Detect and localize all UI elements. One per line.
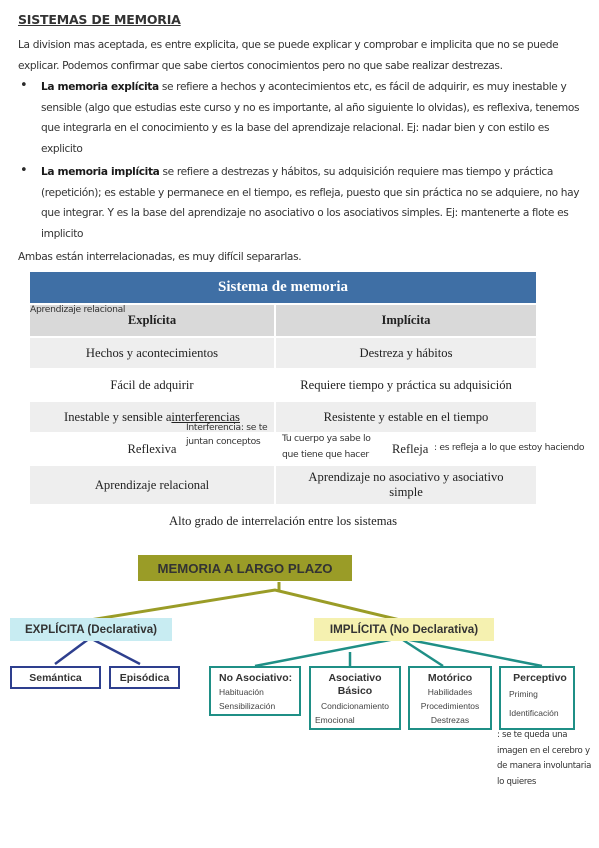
asociativo-title: Asociativo Básico: [328, 672, 382, 697]
no-asociativo-title: No Asociativo:: [219, 672, 293, 684]
episodica-label: Episódica: [119, 671, 170, 684]
no-asociativo-node: [209, 666, 301, 716]
table-cell: Aprendizaje no asociativo y asociativo simple: [276, 466, 536, 504]
table-row: [30, 370, 536, 400]
table-cell: Reflexiva: [127, 441, 177, 456]
cell-underlined: interferencias: [171, 409, 240, 424]
closing-line: Ambas están interrelacionadas, es muy difícil separarlas.: [18, 251, 302, 263]
table-header: Sistema de memoria: [30, 272, 536, 303]
table-cell: Resistente y estable en el tiempo: [276, 402, 536, 432]
node-item: Destrezas: [430, 715, 470, 725]
node-item: Priming: [509, 689, 538, 699]
bullet-marker: •: [20, 163, 28, 178]
motorico-title: Motórico: [427, 672, 473, 684]
root-node: [138, 555, 352, 581]
semantica-label: Semántica: [29, 671, 82, 684]
table-row: [30, 338, 536, 368]
episodica-node: [109, 666, 180, 689]
intro-paragraph: La division mas aceptada, es entre explicita, que se puede explicar y comprobar e implicita que no se puede explicar. Podemos confirmar que sabe ciertos conocimientos pero no que sabe realizar destrezas.: [18, 39, 559, 72]
annotation-aprendizaje: Aprendizaje relacional: [30, 304, 126, 315]
node-item: Habituación: [219, 687, 264, 697]
table-row: [30, 466, 536, 504]
implicit-bullet: [41, 162, 589, 245]
table-row: [30, 402, 536, 432]
implicit-term: La memoria implícita: [41, 166, 160, 178]
node-item: Procedimientos: [420, 701, 480, 711]
asociativo-node: [309, 666, 401, 730]
perceptivo-title: Perceptivo: [513, 672, 567, 684]
explicit-term: La memoria explícita: [41, 81, 159, 93]
table-cell: Hechos y acontecimientos: [30, 338, 274, 368]
root-label: MEMORIA A LARGO PLAZO: [157, 560, 333, 576]
implicit-node: [314, 618, 494, 641]
node-item: Emocional: [315, 715, 355, 725]
table-cell: Fácil de adquirir: [110, 377, 194, 392]
explicit-description: se refiere a hechos y acontecimientos etc, es fácil de adquirir, es muy inestable y sensible (algo que estudias este curso y no es importante, al año siguiente lo olvidas), es reflexiva, tenemos que integrarla en el conocimiento y es la base del aprendizaje relacional. Ej: nadar bien y con estilo es explicito: [41, 81, 580, 156]
page-title: SISTEMAS DE MEMORIA: [18, 12, 181, 27]
annotation-refleja: : es refleja a lo que estoy haciendo: [434, 442, 585, 453]
table-footer: Alto grado de interrelación entre los sistemas: [168, 513, 398, 528]
col-implicit: Implícita: [276, 305, 536, 336]
table-row: [30, 506, 536, 536]
annotation-perceptivo: : se te queda una imagen en el cerebro y de manera involuntaria lo quieres: [497, 730, 592, 787]
semantica-node: [10, 666, 101, 689]
node-item: Habilidades: [427, 687, 473, 697]
annotation-interferencia: Interferencia: se te juntan conceptos: [186, 422, 268, 447]
table-cell: Requiere tiempo y práctica su adquisición: [300, 377, 512, 392]
explicit-node: [10, 618, 172, 641]
table-cell: Refleja: [392, 441, 429, 456]
implicit-description: se refiere a destrezas y hábitos, su adquisición requiere mas tiempo y práctica (repetición); es estable y permanece en el tiempo, es refleja, puesto que sin práctica no se adquiere, no hay que integrar. Y es la base del aprendizaje no asociativo o los asociativos simples. Ej: mantenerte a flote es implicito: [41, 166, 580, 241]
node-item: Condicionamiento: [320, 701, 390, 711]
implicit-label: IMPLÍCITA (No Declarativa): [329, 623, 479, 636]
table-cell: Destreza y hábitos: [276, 338, 536, 368]
perceptivo-node: [499, 666, 575, 730]
cell-text: Inestable y sensible a: [64, 409, 172, 424]
memory-table: [30, 272, 585, 536]
table-cell: Aprendizaje relacional: [30, 466, 274, 504]
explicit-bullet: [41, 77, 589, 160]
explicit-label: EXPLÍCITA (Declarativa): [24, 623, 158, 636]
motorico-node: [408, 666, 492, 730]
col-explicit: Explícita: [30, 305, 274, 336]
node-item: Sensibilización: [219, 701, 276, 711]
annotation-cuerpo: Tu cuerpo ya sabe lo que tiene que hacer: [282, 433, 371, 460]
bullet-marker: •: [20, 78, 28, 93]
node-item: Identificación: [509, 708, 559, 718]
